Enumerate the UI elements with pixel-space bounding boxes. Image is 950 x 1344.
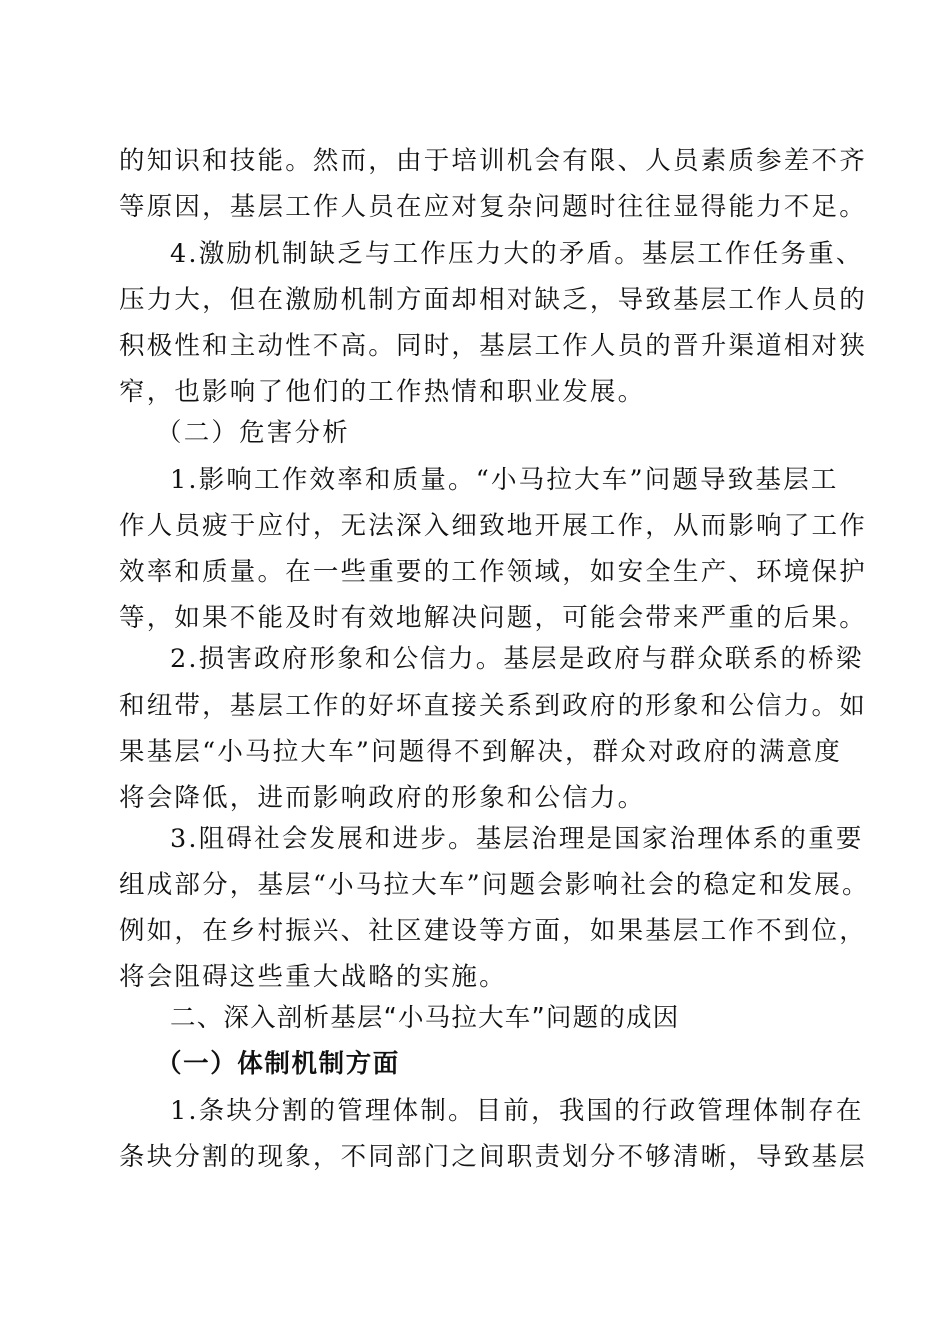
body-text-line: 和纽带，基层工作的好坏直接关系到政府的形象和公信力。如: [119, 691, 867, 721]
body-text-line: 窄，也影响了他们的工作热情和职业发展。: [119, 377, 646, 407]
paragraph-first-line: 4.激励机制缺乏与工作压力大的矛盾。基层工作任务重、: [170, 239, 864, 269]
body-text-line: 将会降低，进而影响政府的形象和公信力。: [119, 783, 646, 813]
body-text-line: 将会阻碍这些重大战略的实施。: [119, 962, 507, 992]
body-text-line: 积极性和主动性不高。同时，基层工作人员的晋升渠道相对狭: [119, 331, 867, 361]
body-text-line: 等，如果不能及时有效地解决问题，可能会带来严重的后果。: [119, 603, 867, 633]
paragraph-first-line: 2.损害政府形象和公信力。基层是政府与群众联系的桥梁: [170, 644, 864, 674]
section-heading: 二、深入剖析基层“小马拉大车”问题的成因: [170, 1003, 680, 1033]
paragraph-first-line: 1.影响工作效率和质量。“小马拉大车”问题导致基层工: [170, 465, 839, 495]
body-text-line: 压力大，但在激励机制方面却相对缺乏，导致基层工作人员的: [119, 285, 867, 315]
body-text-line: 条块分割的现象，不同部门之间职责划分不够清晰，导致基层: [119, 1142, 867, 1172]
body-text-line: 的知识和技能。然而，由于培训机会有限、人员素质参差不齐: [119, 146, 867, 176]
subsection-heading: （二）危害分析: [156, 418, 350, 448]
subsection-heading: （一）体制机制方面: [156, 1049, 400, 1079]
body-text-line: 作人员疲于应付，无法深入细致地开展工作，从而影响了工作: [119, 511, 867, 541]
paragraph-first-line: 3.阻碍社会发展和进步。基层治理是国家治理体系的重要: [170, 824, 864, 854]
body-text-line: 等原因，基层工作人员在应对复杂问题时往往显得能力不足。: [119, 192, 867, 222]
body-text-line: 果基层“小马拉大车”问题得不到解决，群众对政府的满意度: [119, 737, 842, 767]
body-text-line: 例如，在乡村振兴、社区建设等方面，如果基层工作不到位，: [119, 916, 867, 946]
body-text-line: 组成部分，基层“小马拉大车”问题会影响社会的稳定和发展。: [119, 870, 870, 900]
body-text-line: 效率和质量。在一些重要的工作领域，如安全生产、环境保护: [119, 557, 867, 587]
paragraph-first-line: 1.条块分割的管理体制。目前，我国的行政管理体制存在: [170, 1096, 864, 1126]
